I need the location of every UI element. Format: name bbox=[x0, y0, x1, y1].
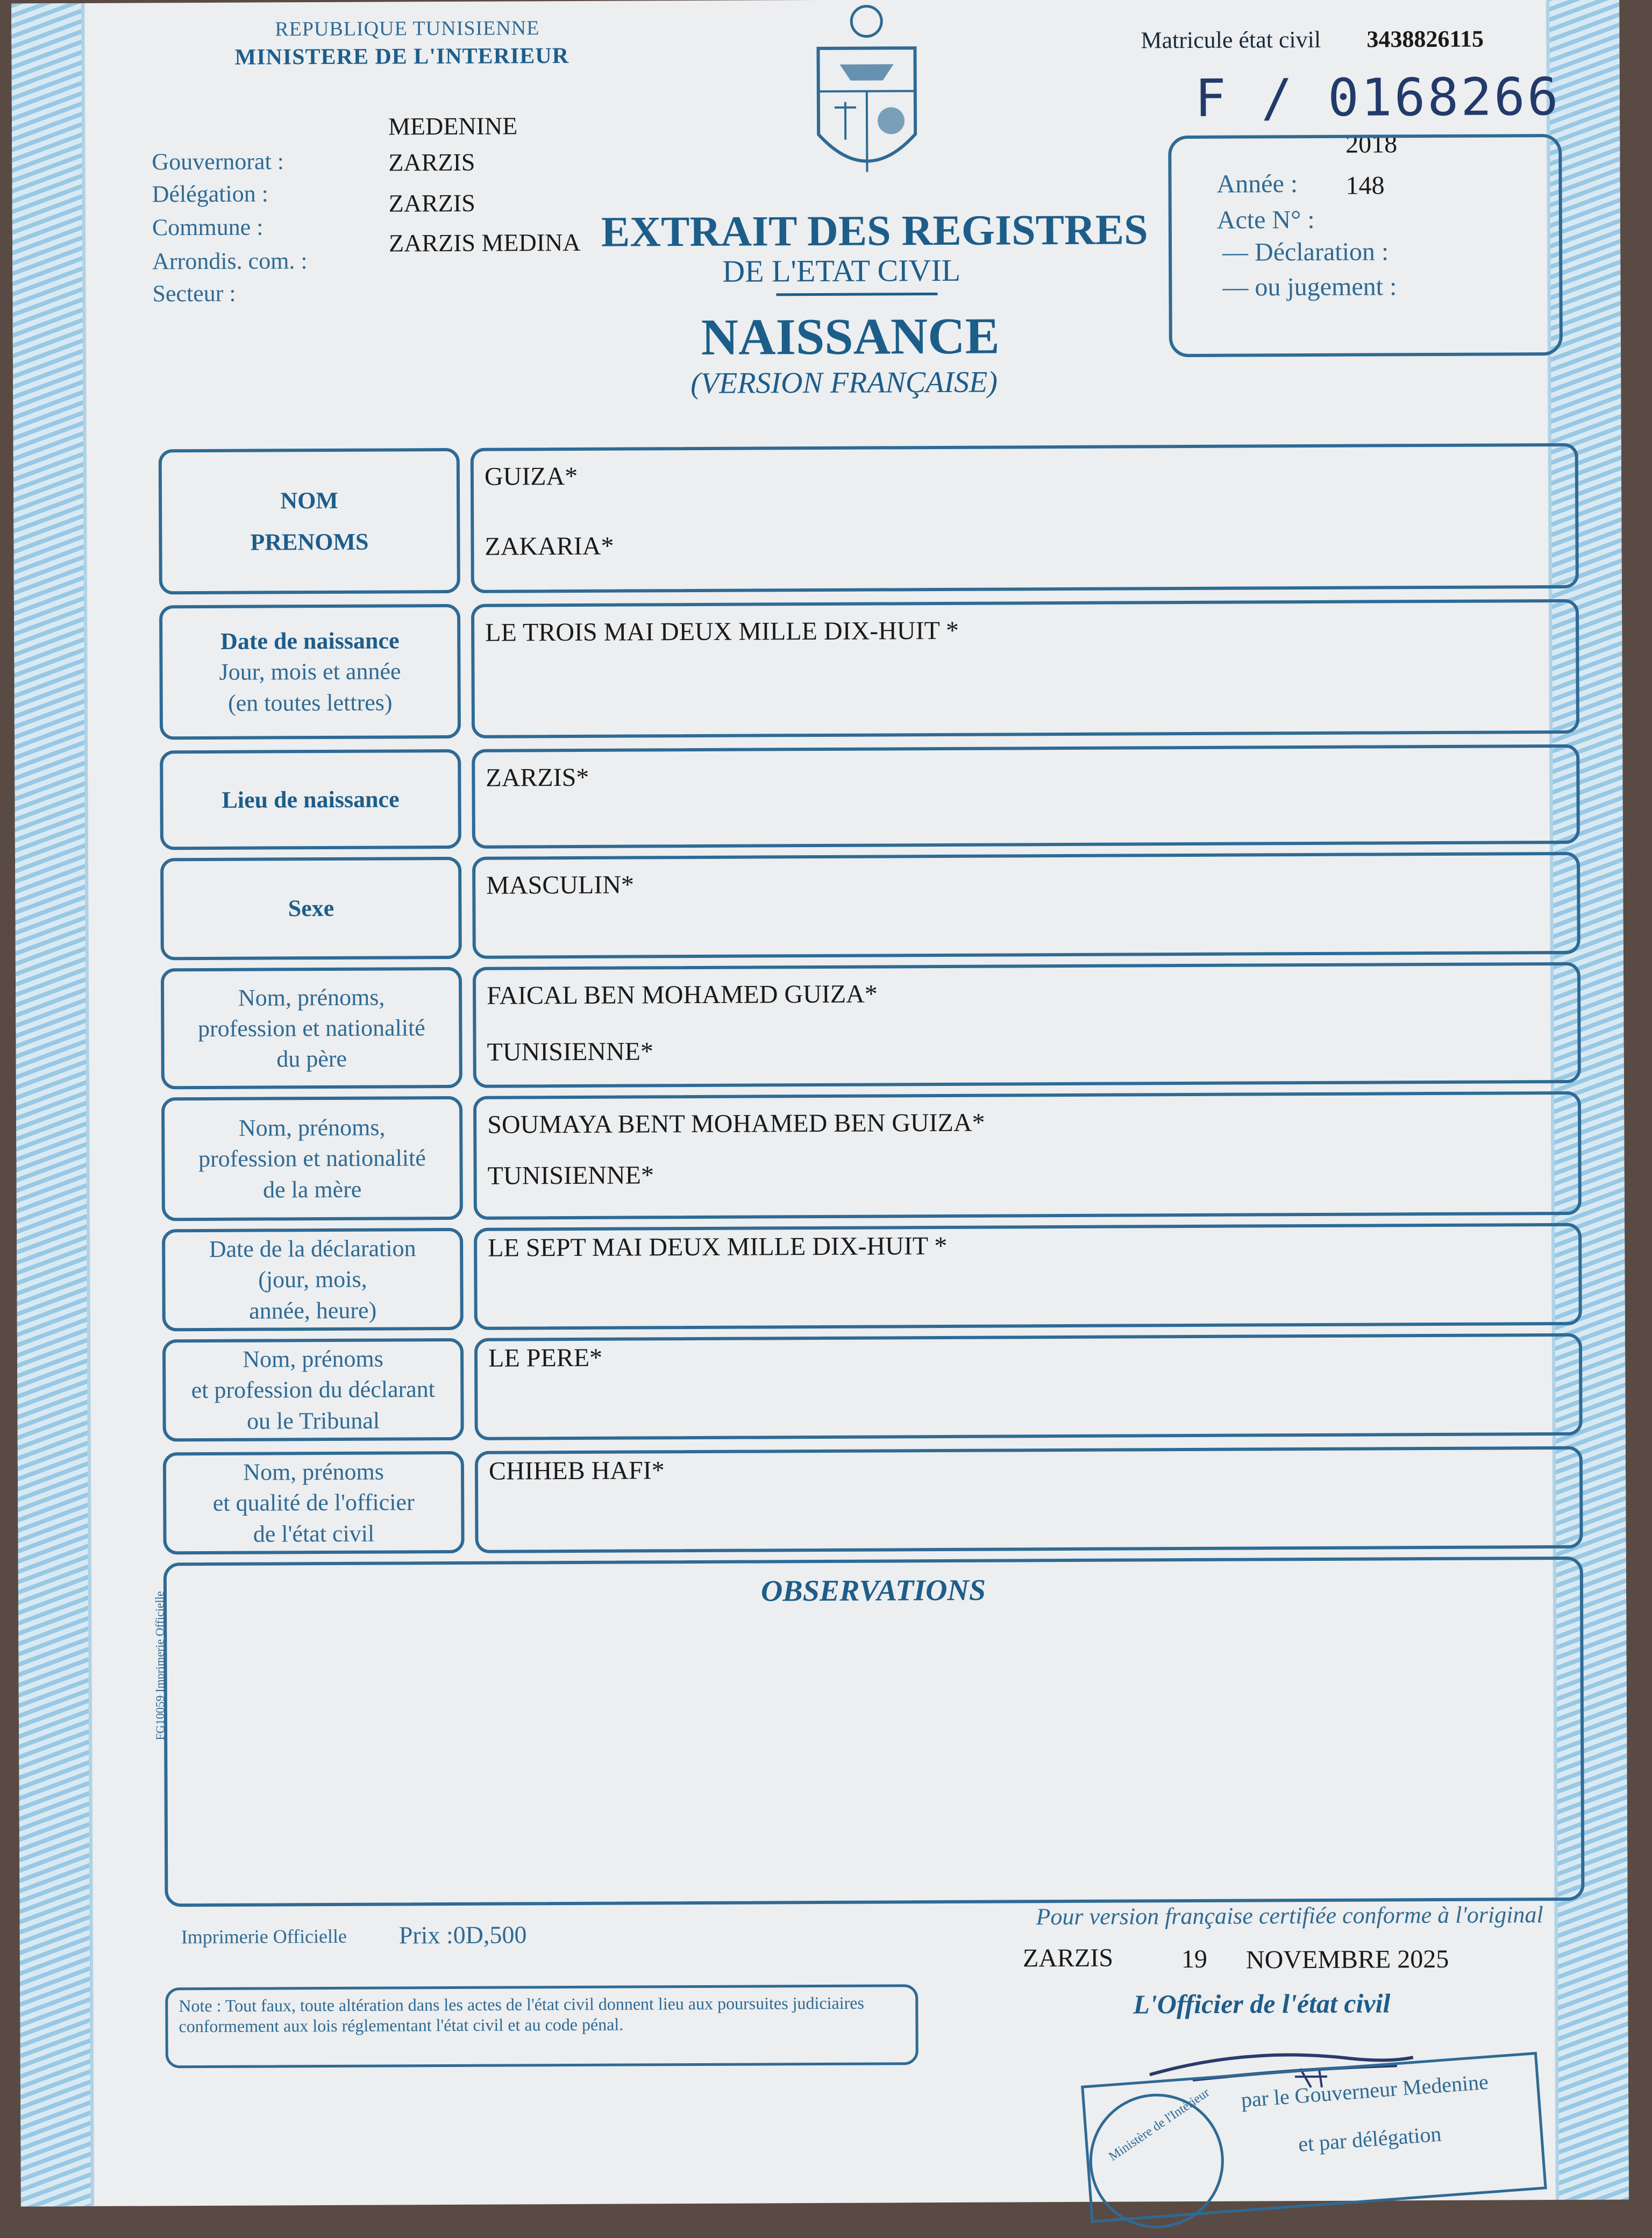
officier-value: CHIHEB HAFI* bbox=[488, 1456, 665, 1486]
certification-text: Pour version française certifiée conforme à l'original bbox=[1036, 1901, 1543, 1930]
nom-prenoms-value-cell bbox=[471, 443, 1579, 593]
declaration-value-cell bbox=[474, 1223, 1582, 1330]
mere-value-name: SOUMAYA BENT MOHAMED BEN GUIZA* bbox=[487, 1108, 985, 1139]
seal-text: Ministère de l'Intérieur bbox=[1106, 2085, 1213, 2164]
declaration-label: — Déclaration : bbox=[1222, 237, 1389, 267]
declarant-value: LE PERE* bbox=[488, 1343, 603, 1373]
nom-label: NOM bbox=[280, 487, 338, 514]
mere-value-cell bbox=[473, 1091, 1582, 1220]
delegation-value: ZARZIS bbox=[388, 148, 475, 176]
row-sexe bbox=[160, 852, 1580, 961]
date-naissance-label-cell bbox=[159, 604, 461, 740]
row-date-naissance bbox=[159, 599, 1579, 740]
lieu-value-cell bbox=[472, 744, 1580, 849]
republic-header: REPUBLIQUE TUNISIENNE bbox=[275, 17, 540, 41]
sexe-value-cell bbox=[472, 852, 1580, 959]
pere-value-name: FAICAL BEN MOHAMED GUIZA* bbox=[487, 979, 878, 1010]
pere-label-cell bbox=[161, 967, 462, 1089]
lieu-value: ZARZIS* bbox=[486, 763, 589, 792]
lieu-label-cell bbox=[160, 749, 461, 850]
declaration-label-3: année, heure) bbox=[249, 1297, 377, 1324]
mere-value-nationality: TUNISIENNE* bbox=[487, 1161, 654, 1190]
ministry-header: MINISTERE DE L'INTERIEUR bbox=[234, 44, 569, 70]
officier-value-cell bbox=[475, 1446, 1583, 1553]
row-pere bbox=[161, 962, 1581, 1090]
secteur-label: Secteur : bbox=[152, 280, 236, 307]
row-declarant bbox=[162, 1333, 1583, 1442]
observations-box bbox=[163, 1557, 1585, 1907]
arrondissement-value: ZARZIS MEDINA bbox=[388, 228, 581, 257]
gouvernorat-label: Gouvernorat : bbox=[152, 148, 284, 175]
mere-label-cell bbox=[161, 1096, 463, 1221]
row-date-declaration bbox=[162, 1223, 1582, 1332]
signature-month-year: NOVEMBRE 2025 bbox=[1245, 1944, 1449, 1974]
mere-label-1: Nom, prénoms, bbox=[238, 1114, 386, 1141]
row-lieu-naissance bbox=[160, 744, 1580, 850]
stamp-line-2: et par délégation bbox=[1297, 2121, 1442, 2157]
mere-label-2: profession et nationalité bbox=[198, 1145, 426, 1173]
officier-label-3: de l'état civil bbox=[253, 1520, 375, 1547]
signature-day: 19 bbox=[1181, 1944, 1208, 1974]
document-type: NAISSANCE bbox=[701, 307, 1000, 366]
date-naissance-sub: Jour, mois et année bbox=[219, 658, 401, 686]
arrondissement-label: Arrondis. com. : bbox=[152, 247, 308, 275]
declarant-value-cell bbox=[474, 1333, 1583, 1440]
nom-prenoms-label-cell bbox=[159, 448, 460, 594]
declaration-label-cell bbox=[162, 1228, 464, 1331]
legal-note: Note : Tout faux, toute altération dans les actes de l'état civil donnent lieu aux poursuites judiciaires conformement aux lois réglementant l'état civil et au code pénal. bbox=[165, 1984, 918, 2068]
delegation-label: Délégation : bbox=[152, 180, 268, 208]
pere-value-nationality: TUNISIENNE* bbox=[487, 1037, 653, 1067]
date-naissance-label: Date de naissance bbox=[220, 627, 400, 655]
declaration-label-2: (jour, mois, bbox=[258, 1266, 367, 1293]
officier-title: L'Officier de l'état civil bbox=[1133, 1988, 1391, 2020]
acte-label: Acte N° : bbox=[1216, 205, 1315, 235]
document-title: EXTRAIT DES REGISTRES bbox=[601, 206, 1148, 256]
sexe-label-cell bbox=[160, 857, 462, 960]
declaration-label-1: Date de la déclaration bbox=[209, 1235, 416, 1263]
sexe-value: MASCULIN* bbox=[486, 870, 635, 900]
lieu-label: Lieu de naissance bbox=[222, 786, 400, 813]
acte-number: 148 bbox=[1345, 171, 1385, 200]
serial-number: F / 0168266 bbox=[1194, 66, 1561, 129]
document-subtitle: DE L'ETAT CIVIL bbox=[722, 252, 961, 289]
officier-label-cell bbox=[163, 1451, 465, 1554]
pere-label-2: profession et nationalité bbox=[197, 1014, 425, 1042]
declaration-value: LE SEPT MAI DEUX MILLE DIX-HUIT * bbox=[488, 1231, 948, 1262]
declarant-label-2: et profession du déclarant bbox=[191, 1376, 436, 1404]
declarant-label-1: Nom, prénoms bbox=[243, 1345, 383, 1373]
jugement-label: — ou jugement : bbox=[1222, 272, 1397, 302]
prix-label: Prix :0D,500 bbox=[398, 1921, 527, 1949]
matricule-label: Matricule état civil bbox=[1141, 26, 1321, 54]
declarant-label-3: ou le Tribunal bbox=[247, 1407, 380, 1434]
nom-value: GUIZA* bbox=[484, 461, 578, 491]
observations-title: OBSERVATIONS bbox=[760, 1573, 986, 1608]
commune-label: Commune : bbox=[152, 214, 264, 241]
signature-place: ZARZIS bbox=[1022, 1943, 1114, 1973]
coat-of-arms-emblem bbox=[802, 0, 932, 194]
gouvernorat-value: MEDENINE bbox=[388, 112, 518, 140]
date-naissance-sub2: (en toutes lettres) bbox=[227, 689, 393, 716]
imprimerie-label: Imprimerie Officielle bbox=[181, 1925, 347, 1948]
matricule-value: 3438826115 bbox=[1366, 25, 1484, 53]
stamp-line-1: par le Gouverneur Medenine bbox=[1240, 2069, 1490, 2112]
version-label: (VERSION FRANÇAISE) bbox=[690, 365, 998, 401]
prenoms-label: PRENOMS bbox=[250, 528, 369, 556]
pere-label-1: Nom, prénoms, bbox=[238, 984, 385, 1011]
printer-side-code: FG10059 Imprimerie Officielle bbox=[152, 1591, 167, 1740]
annee-label: Année : bbox=[1216, 169, 1298, 198]
sexe-label: Sexe bbox=[288, 895, 334, 922]
pere-label-3: du père bbox=[276, 1045, 347, 1072]
prenoms-value: ZAKARIA* bbox=[485, 531, 614, 561]
decorative-border-left bbox=[11, 3, 94, 2207]
mere-label-3: de la mère bbox=[262, 1176, 362, 1203]
acte-year: 2018 bbox=[1345, 130, 1398, 159]
date-naissance-value: LE TROIS MAI DEUX MILLE DIX-HUIT * bbox=[485, 616, 959, 647]
officier-label-1: Nom, prénoms bbox=[243, 1458, 384, 1486]
row-mere bbox=[161, 1091, 1582, 1221]
pere-value-cell bbox=[473, 962, 1581, 1088]
row-nom-prenoms bbox=[159, 443, 1579, 595]
officier-label-2: et qualité de l'officier bbox=[212, 1489, 415, 1517]
row-officier bbox=[163, 1446, 1583, 1555]
declarant-label-cell bbox=[162, 1338, 464, 1441]
title-divider bbox=[776, 293, 937, 296]
date-naissance-value-cell bbox=[471, 599, 1579, 738]
ministry-seal bbox=[1085, 2085, 1229, 2233]
commune-value: ZARZIS bbox=[388, 189, 475, 217]
document-sheet bbox=[11, 0, 1629, 2207]
